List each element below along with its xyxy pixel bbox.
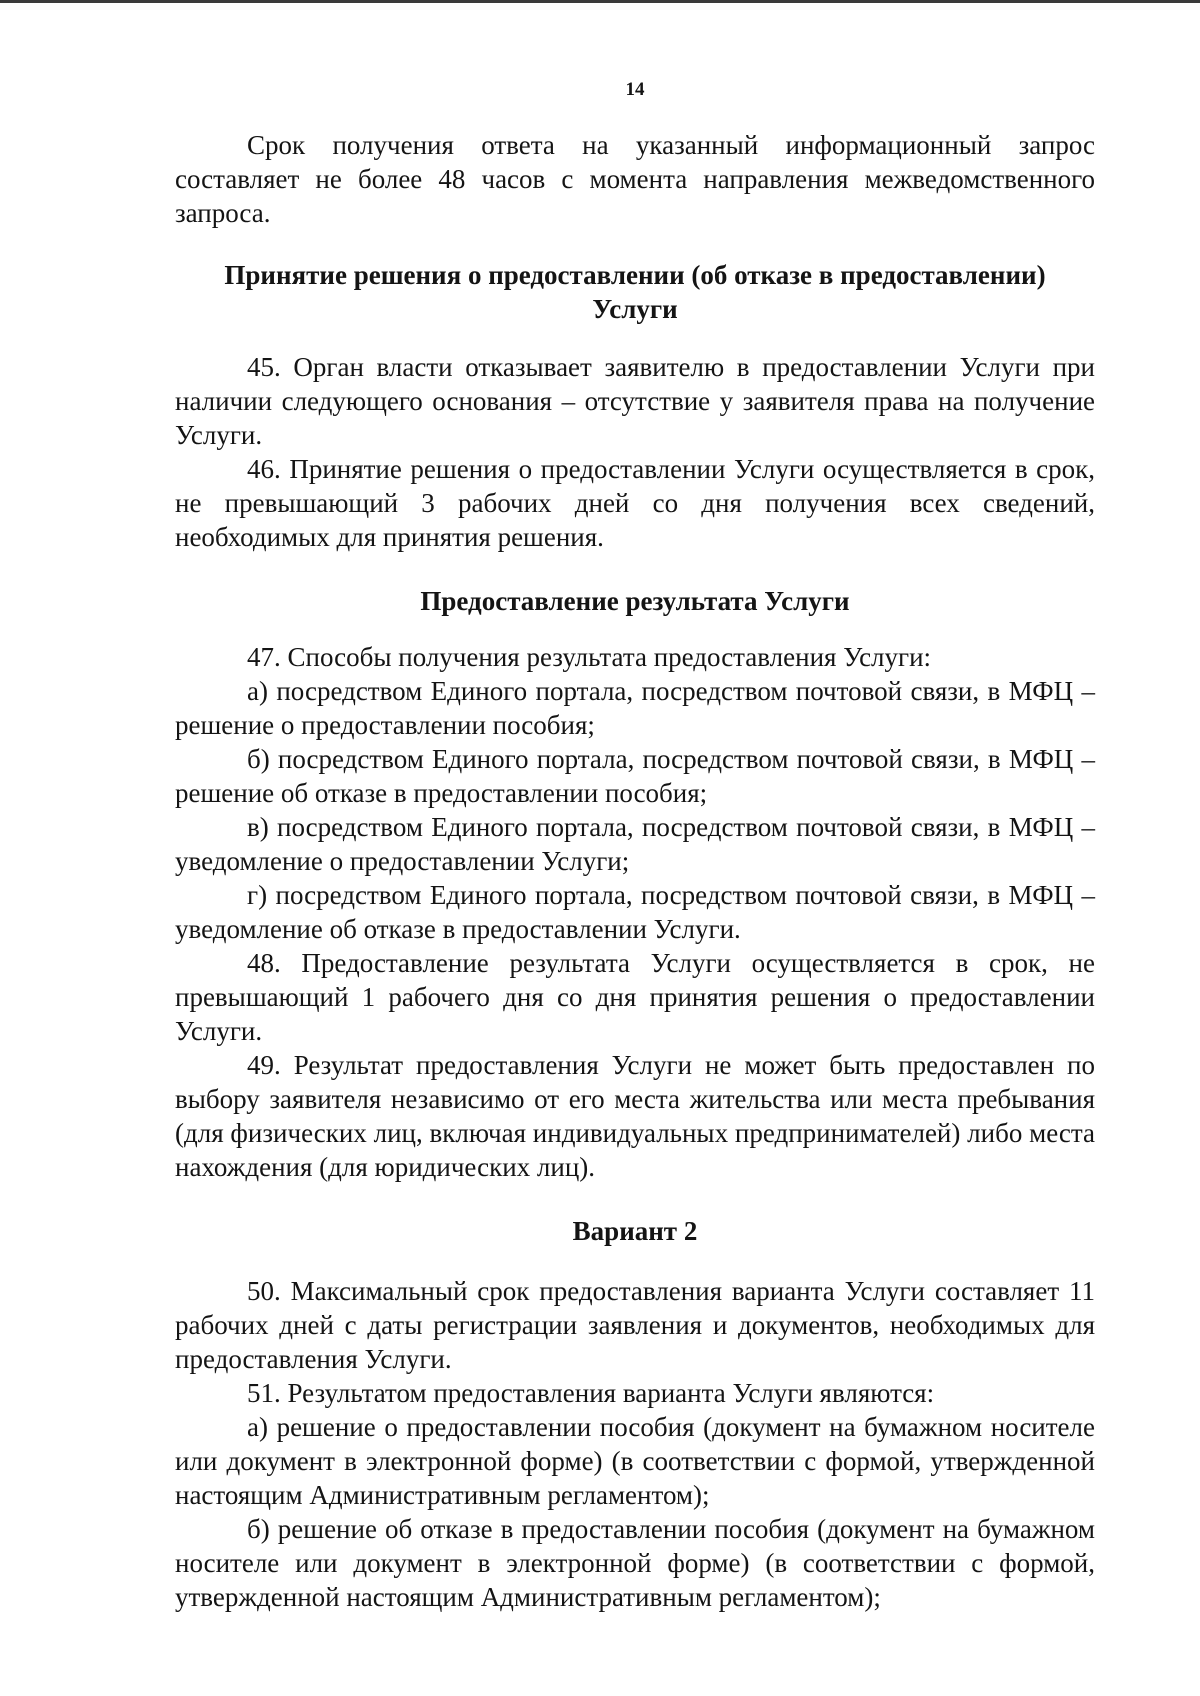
heading-decision bbox=[175, 258, 1095, 326]
paragraph-46: 46. Принятие решения о предоставлении Услуги осуществляется в срок, не превышающий 3 рабочих дней со дня получения всех сведений, необходимых для принятия решения. bbox=[175, 454, 1095, 552]
paragraph-48: 48. Предоставление результата Услуги осуществляется в срок, не превышающий 1 рабочего дня со дня принятия решения о предоставлении Услуги. bbox=[175, 948, 1095, 1046]
heading-decision-line2: Услуги bbox=[592, 294, 678, 324]
top-scan-edge bbox=[0, 0, 1200, 3]
document-page bbox=[175, 78, 1095, 1614]
paragraph-50: 50. Максимальный срок предоставления варианта Услуги составляет 11 рабочих дней с даты регистрации заявления и документов, необходимых для предоставления Услуги. bbox=[175, 1276, 1095, 1374]
paragraph-intro: Срок получения ответа на указанный информационный запрос составляет не более 48 часов с момента направления межведомственного запроса. bbox=[175, 130, 1095, 228]
paragraph-51: 51. Результатом предоставления варианта Услуги являются: bbox=[247, 1378, 935, 1408]
paragraph-49: 49. Результат предоставления Услуги не может быть предоставлен по выбору заявителя независимо от его места жительства или места пребывания (для физических лиц, включая индивидуальных предпринимателей) либо места нахождения (для юридических лиц). bbox=[175, 1050, 1095, 1182]
paragraph-47a: а) посредством Единого портала, посредством почтовой связи, в МФЦ – решение о предоставлении пособия; bbox=[175, 676, 1095, 740]
paragraph-51a: а) решение о предоставлении пособия (документ на бумажном носителе или документ в электронной форме) (в соответствии с формой, утвержденной настоящим Административным регламентом); bbox=[175, 1412, 1095, 1510]
paragraph-51b: б) решение об отказе в предоставлении пособия (документ на бумажном носителе или документ в электронной форме) (в соответствии с формой, утвержденной настоящим Административным регламентом); bbox=[175, 1514, 1095, 1612]
heading-variant-2: Вариант 2 bbox=[572, 1216, 698, 1246]
page-number: 14 bbox=[625, 79, 645, 100]
paragraph-47b: б) посредством Единого портала, посредством почтовой связи, в МФЦ – решение об отказе в предоставлении пособия; bbox=[175, 744, 1095, 808]
paragraph-45: 45. Орган власти отказывает заявителю в предоставлении Услуги при наличии следующего основания – отсутствие у заявителя права на получение Услуги. bbox=[175, 352, 1095, 450]
heading-result: Предоставление результата Услуги bbox=[420, 586, 850, 616]
paragraph-47v: в) посредством Единого портала, посредством почтовой связи, в МФЦ – уведомление о предоставлении Услуги; bbox=[175, 812, 1095, 876]
paragraph-47: 47. Способы получения результата предоставления Услуги: bbox=[247, 642, 932, 672]
paragraph-47g: г) посредством Единого портала, посредством почтовой связи, в МФЦ – уведомление об отказе в предоставлении Услуги. bbox=[175, 880, 1095, 944]
heading-decision-line1: Принятие решения о предоставлении (об отказе в предоставлении) bbox=[224, 260, 1046, 290]
